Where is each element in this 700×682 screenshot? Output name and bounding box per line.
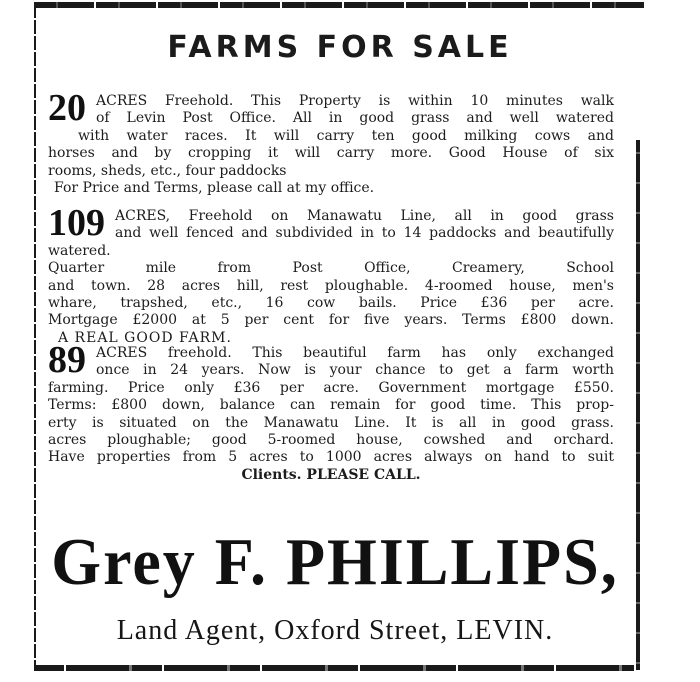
listing-line: Have properties from 5 acres to 1000 acres always on hand to suit <box>48 449 614 466</box>
listing-line: A REAL GOOD FARM. <box>58 329 232 346</box>
agent-address: Land Agent, Oxford Street, LEVIN. <box>116 615 554 646</box>
agent-name: Grey F. PHILLIPS, <box>51 524 619 599</box>
listing-line: farming. Price only £36 per acre. Government mortgage £550. <box>48 379 614 396</box>
listing-line: and well fenced and subdivided in to 14 paddocks and beautifully watered. <box>48 225 614 259</box>
listing-line: Clients. PLEASE CALL. <box>241 466 421 483</box>
listing-acreage-number: 109 <box>48 202 105 244</box>
listing-line: Mortgage £2000 at 5 per cent for five years. Terms £800 down. <box>48 312 614 329</box>
listing-line: whare, trapshed, etc., 16 cow bails. Price £36 per acre. <box>48 295 614 312</box>
listing-line: with water races. It will carry ten good milking cows and <box>78 127 614 144</box>
listing-line: acres ploughable; good 5-roomed house, cowshed and orchard. <box>48 432 614 449</box>
listing-line: Terms: £800 down, balance can remain for good time. This prop- <box>48 397 614 414</box>
left-border-rule <box>34 4 36 668</box>
listing-line: and town. 28 acres hill, rest ploughable. 4-roomed house, men's <box>48 277 614 294</box>
listing-line: For Price and Terms, please call at my office. <box>54 180 375 197</box>
listing-20-acres <box>48 87 614 197</box>
listing-line: ACRES freehold. This beautiful farm has only exchanged <box>96 345 614 361</box>
listing-line: ACRES, Freehold on Manawatu Line, all in good grass <box>115 208 614 224</box>
listing-line: of Levin Post Office. All in good grass and well watered <box>96 110 614 127</box>
right-border-rule <box>636 140 640 670</box>
listing-line: once in 24 years. Now is your chance to get a farm worth <box>96 362 614 379</box>
listing-acreage-number: 89 <box>48 339 86 381</box>
top-border-rule <box>34 2 644 8</box>
listing-line: Quarter mile from Post Office, Creamery, School <box>48 260 614 277</box>
listing-line: rooms, sheds, etc., four paddocks <box>48 162 287 179</box>
listing-line: erty is situated on the Manawatu Line. It is all in good grass. <box>48 414 614 431</box>
page-title: FARMS FOR SALE <box>167 30 513 65</box>
bottom-border-rule <box>34 665 634 671</box>
listing-line: ACRES Freehold. This Property is within 10 minutes walk <box>96 93 614 109</box>
listing-acreage-number: 20 <box>48 87 86 129</box>
listing-89-acres <box>48 339 614 484</box>
listing-line: horses and by cropping it will carry more. Good House of six <box>48 145 614 162</box>
listing-109-acres <box>48 202 614 347</box>
